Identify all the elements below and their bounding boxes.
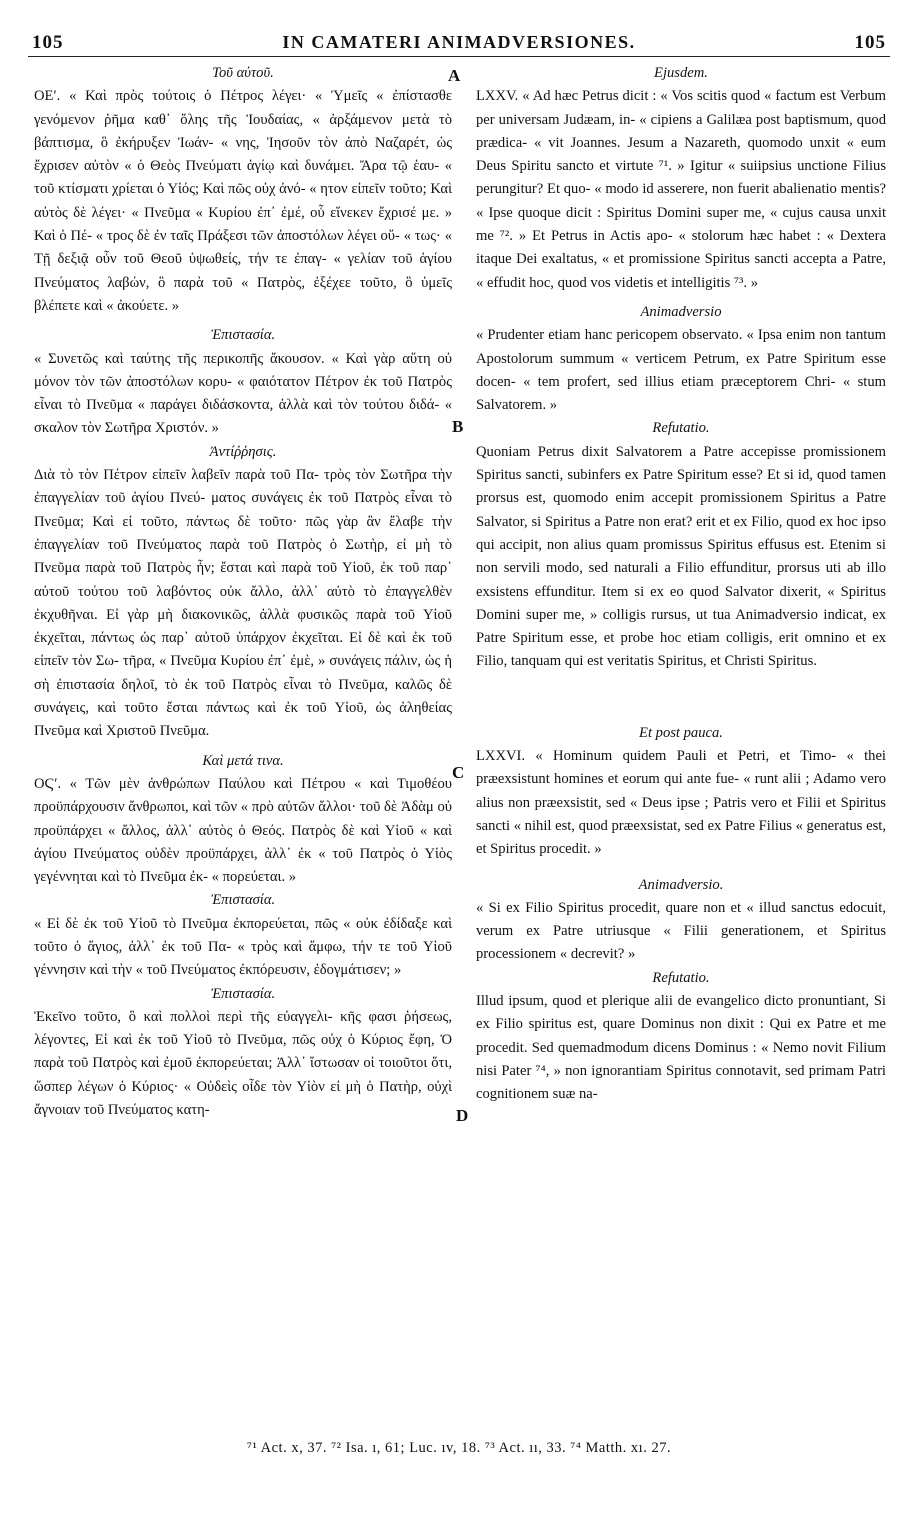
heading-greek-5: Ἐπιστασία.	[210, 892, 276, 909]
page-header	[28, 30, 890, 57]
greek-column	[34, 62, 452, 1122]
heading-greek-2: Ἐπιστασία.	[210, 327, 276, 344]
latin-section-76: LXXVI. « Hominum quidem Pauli et Petri, et Timo- « thei præexsistunt homines et eorum qui ante fue- « runt alii ; Adamo vero alius non præexsistit, sed « Deus ipse ; Patris vero et Filii et Spiritus sancti « nihil est, quod præexsistat, sed ex Patre Filius « generatus est, et Spiritus procedit. »	[476, 748, 886, 858]
heading-latin-2: Animadversio	[640, 303, 722, 320]
greek-animadversio-75: « Συνετῶς καὶ ταύτης τῆς περικοπῆς ἄκουσον. « Καὶ γὰρ αὕτη οὐ μόνον τὸν τῶν ἀποστόλων κορυ- « φαιότατον Πέτρον ἐκ τοῦ Πατρὸς εἶναι τὸ Πνεῦμα « παράγει διδάσκοντα, ἀλλὰ καὶ τὸν τούτου διδά- « σκαλον τὸν Σωτῆρα Χριστόν. »	[34, 350, 452, 437]
latin-column	[476, 62, 886, 1106]
margin-letter-d: D	[456, 1106, 469, 1125]
latin-section-75: LXXV. « Ad hæc Petrus dicit : « Vos scitis quod « factum est Verbum per universam Judæam, in- « cipiens a Galilæa post baptismum, quod prædica- « vit Joannes. Jesum a Nazareth, quomodo unxit « eum Deus Spiritu sancto et virtute ⁷¹. » Igitur « suiipsius unctione Filius perungitur? Et quo- « modo id asserere, non fuerit abalienatio mentis? « Ipse quoque dicit : Spiritus Domini super me, « cujus causa unxit me ⁷². » Et Petrus in Actis apo- « stolorum hæc habet : « Dextera itaque Dei exaltatus, « et promissione Spiritus sancti accepta a Patre, « effudit hoc, quod vos videtis et intelligitis ⁷³. »	[476, 88, 886, 291]
heading-latin-3: Refutatio.	[652, 420, 710, 437]
latin-refutatio-75: Quoniam Petrus dixit Salvatorem a Patre accepisse promissionem Spiritus sancti, subinfers ex Patre Spiritum esse? Et si id, quod tamen prorsus est, quomodo enim accepit promissionem Spiritus a Patre Salvator, si Spiritus a Patre non erat? erit et ex Filio, quod ex hoc ipso qui accipit, non alius quam promissus Spiritus effusus est. Etenim si non servili modo, sed naturali a Filio effunditur, prorsus uti ab illo exsistens effunditur. Item si ex eo quod Salvator dixerit, « Spiritus Domini super me, » colligis rursus, ut tua Animadversio indicat, ex Patre Spiritum esse, et probe hoc etiam colligis, erit omnino et ex Filio, tanquam qui est veritatis Spiritus, et Christi Spiritus.	[476, 443, 886, 670]
latin-animadversio-75: « Prudenter etiam hanc pericopem observato. « Ipsa enim non tantum Apostolorum summum « verticem Petrum, ex Patre Spiritum esse docen- « tem profert, sed illius etiam præceptorem Chri- « stum Salvatorem. »	[476, 327, 886, 414]
column-spacer-small	[476, 862, 886, 874]
column-spacer	[476, 674, 886, 722]
heading-greek-4: Καὶ μετά τινα.	[202, 752, 284, 769]
margin-letter-b: B	[452, 417, 464, 436]
greek-section-75: ΟΕʹ. « Καὶ πρὸς τούτοις ὁ Πέτρος λέγει· « Ὑμεῖς « ἐπίστασθε γενόμενον ῥῆμα καθ᾽ ὅλης τῆς Ἰουδαίας, « ἀρξάμενον μετὰ τὸ βάπτισμα, ὃ ἐκήρυξεν Ἰωάν- « νης, Ἰησοῦν τὸν ἀπὸ Ναζαρέτ, ὡς ἔχρισεν αὐτὸν « ὁ Θεὸς Πνεύματι ἁγίῳ καὶ δυνάμει. Ἄρα τῷ ἑαυ- « τοῦ κτίσματι χρίεται ὁ Υἱός; Καὶ πῶς οὐχ ἀνό- « ητον εἰπεῖν τοῦτο; Καὶ αὐτὸς δὲ λέγει· « Πνεῦμα « Κυρίου ἐπ᾽ ἐμέ, οὗ εἵνεκεν ἔχρισέ με. » Καὶ ὁ Πέ- « τρος δὲ ἐν ταῖς Πράξεσι τῶν ἀποστόλων λέγει οὕ- « τως· « Τῇ δεξιᾷ οὖν τοῦ Θεοῦ ὑψωθείς, τήν τε ἐπαγ- « γελίαν τοῦ ἁγίου Πνεύματος λαβών, ὃ παρὰ τοῦ « Πατρὸς, ἐξέχεε τοῦτο, ὃ ὑμεῖς βλέπετε καὶ « ἀκούετε. »	[34, 88, 452, 314]
greek-refutatio-76: Ἐκεῖνο τοῦτο, ὃ καὶ πολλοὶ περὶ τῆς εὐαγγελι- κῆς φασι ῥήσεως, λέγοντες, Εἰ καὶ ἐκ τοῦ Υἱοῦ τὸ Πνεῦμα, πῶς οὐχ ὁ Κύριος ἔφη, Ὁ παρὰ τοῦ Πατρὸς καὶ ἐμοῦ ἐκπορεύεται; Ἀλλ᾽ ἴστωσαν οἱ τοιοῦτοι ὅτι, ὥσπερ λέγων ὁ Κύριος· « Οὐδεὶς οἶδε τὸν Υἱὸν εἰ μὴ ὁ Πατὴρ, οὐχὶ ἄγνοιαν τοῦ Πνεύματος κατη-	[34, 1008, 452, 1119]
heading-latin-1: Ejusdem.	[654, 65, 708, 81]
greek-animadversio-76: « Εἰ δὲ ἐκ τοῦ Υἱοῦ τὸ Πνεῦμα ἐκπορεύεται, πῶς « οὐκ ἐδίδαξε καὶ τοῦτο ὁ ἅγιος, ἀλλ᾽ ἐκ τοῦ Πα- « τρὸς καὶ ἄμφω, τήν τε τοῦ Υἱοῦ γέννησιν καὶ τὴν « τοῦ Πνεύματος ἐκπόρευσιν, ἐδογμάτισεν; »	[34, 915, 452, 979]
heading-greek-6: Ἐπιστασία.	[210, 985, 276, 1002]
greek-section-76: ΟϚʹ. « Τῶν μὲν ἀνθρώπων Παύλου καὶ Πέτρου « καὶ Τιμοθέου προϋπάρχουσιν ἄνθρωποι, καὶ τῶν « πρὸ αὐτῶν ἄλλοι· τοῦ δὲ Ἀδὰμ οὐ προϋπάρχει « ἄλλος, ἀλλ᾽ αὐτὸς ὁ Θεός. Πατρὸς δὲ καὶ Υἱοῦ « καὶ ἁγίου Πνεύματος οὐδὲν προϋπάρχει, ἀλλ᾽ ἐκ « τοῦ Πατρὸς ὁ Υἱὸς γεγέννηται καὶ τὸ Πνεῦμα ἐκ- « πορεύεται. »	[34, 775, 452, 886]
latin-animadversio-76: « Si ex Filio Spiritus procedit, quare non et « illud sanctus edocuit, verum ex Patre utriusque « Filii generationem, et Spiritus processionem « decrevit? »	[476, 899, 886, 963]
heading-greek-3: Ἀντίῤῥησις.	[209, 443, 277, 460]
running-title: IN CAMATERI ANIMADVERSIONES.	[282, 32, 636, 52]
greek-refutatio-75: Διὰ τὸ τὸν Πέτρον εἰπεῖν λαβεῖν παρὰ τοῦ Πα- τρὸς τὸν Σωτῆρα τὴν ἐπαγγελίαν τοῦ ἁγίου Πνεύ- ματος συνάγεις ἐκ τοῦ Πατρὸς εἶναι τὸ Πνεῦμα; Καὶ εἰ τοῦτο, πάντως δὲ τοῦτο· πῶς γὰρ ἂν ἔλαβε τὴν ἐπαγγελίαν τοῦ Πνεύματος παρὰ τοῦ Πατρὸς ὁ Σωτὴρ, εἰ μὴ τὸ Πνεῦμα παρὰ τοῦ Πατρὸς ἦν; ἔσται καὶ παρὰ τοῦ Υἱοῦ, ἐκ τοῦ παρ᾽ αὐτοῦ τούτου τοῦ λαβόντος οὐκ ἄλλο, ἀλλ᾽ αὐτὸ τὸ ἐπαγγελθὲν ἐκχυθῆναι. Εἰ γὰρ μὴ διακονικῶς, ἀλλὰ φυσικῶς παρὰ τοῦ Υἱοῦ ἐκχεῖται, πάντως ὡς παρ᾽ αὐτοῦ ὑπάρχον ἐκχεῖται. Εἰ δὲ καὶ ἐκ τοῦ εἰπεῖν τὸν Σω- τῆρα, « Πνεῦμα Κυρίου ἐπ᾽ ἐμὲ, » συνάγεις πάλιν, ὡς ἡ σὴ ἐπιστασία δηλοῖ, τὸ ἐκ τοῦ Πατρὸς εἶναι τὸ Πνεῦμα, καλῶς δὲ συνάγεις, καὶ τοῦτο ἔσται πάντως καὶ ἐκ τοῦ Υἱοῦ, ὡς ἀληθείας Πνεῦμα καὶ Χριστοῦ Πνεῦμα.	[34, 467, 452, 740]
page-number-right: 105	[854, 32, 886, 53]
page-number-left: 105	[32, 32, 64, 53]
heading-latin-5: Animadversio.	[638, 876, 724, 893]
latin-refutatio-76: Illud ipsum, quod et plerique alii de evangelico dicto pronuntiant, Si ex Filio spiritus est, quare Dominus non dixit : Qui ex Patre et me procedit. Sed quemadmodum dicens Dominus : « Nemo novit Filium nisi Pater ⁷⁴, » non ignorantiam Spiritus connotavit, sed primam Patri cognitionem suæ na-	[476, 992, 886, 1103]
margin-letter-a: A	[448, 66, 461, 85]
footnotes: ⁷¹ Act. x, 37. ⁷² Isa. ı, 61; Luc. ıv, 18. ⁷³ Act. ıı, 33. ⁷⁴ Matth. xı. 27.	[246, 1440, 672, 1456]
heading-latin-6: Refutatio.	[652, 969, 710, 986]
heading-greek-1: Τοῦ αὐτοῦ.	[212, 65, 274, 81]
margin-letter-c: C	[452, 763, 465, 782]
heading-latin-4: Et post pauca.	[639, 724, 723, 741]
